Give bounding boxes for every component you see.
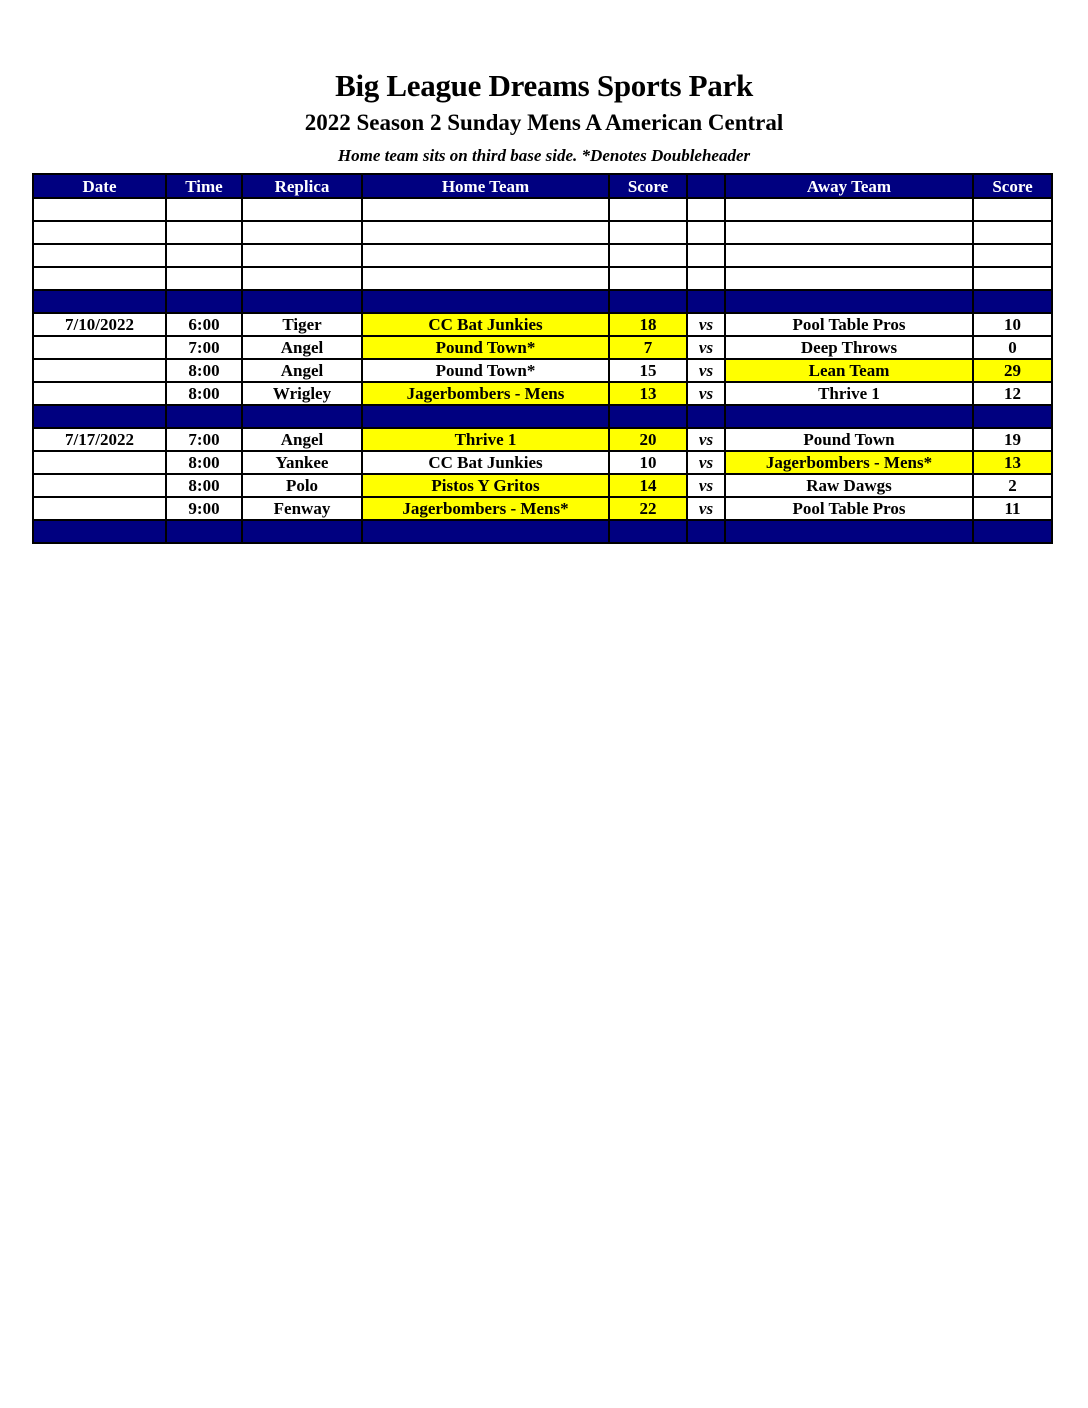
schedule-table	[32, 173, 1053, 544]
away-team: Pool Table Pros	[725, 497, 973, 520]
home-score: 15	[609, 359, 687, 382]
game-time: 6:00	[166, 313, 242, 336]
away-score: 19	[973, 428, 1052, 451]
game-replica: Angel	[242, 336, 362, 359]
home-team: Pound Town*	[362, 359, 609, 382]
empty-row	[33, 267, 1052, 290]
away-score: 2	[973, 474, 1052, 497]
vs-label: vs	[687, 497, 725, 520]
empty-row	[33, 244, 1052, 267]
separator-band	[33, 290, 1052, 313]
header-row	[33, 174, 1052, 198]
away-score: 0	[973, 336, 1052, 359]
home-score: 20	[609, 428, 687, 451]
game-date	[33, 382, 166, 405]
vs-label: vs	[687, 428, 725, 451]
away-team: Lean Team	[725, 359, 973, 382]
col-time: Time	[166, 174, 242, 198]
game-replica: Wrigley	[242, 382, 362, 405]
away-team: Thrive 1	[725, 382, 973, 405]
vs-label: vs	[687, 382, 725, 405]
game-row	[33, 313, 1052, 336]
vs-label: vs	[687, 359, 725, 382]
col-date: Date	[33, 174, 166, 198]
game-replica: Fenway	[242, 497, 362, 520]
home-team: Pound Town*	[362, 336, 609, 359]
home-team: Pistos Y Gritos	[362, 474, 609, 497]
home-score: 14	[609, 474, 687, 497]
col-away-score: Score	[973, 174, 1052, 198]
col-vs	[687, 174, 725, 198]
game-date	[33, 497, 166, 520]
away-team: Jagerbombers - Mens*	[725, 451, 973, 474]
home-score: 22	[609, 497, 687, 520]
home-score: 10	[609, 451, 687, 474]
game-date	[33, 336, 166, 359]
game-row	[33, 336, 1052, 359]
col-home-score: Score	[609, 174, 687, 198]
game-time: 7:00	[166, 336, 242, 359]
away-team: Pound Town	[725, 428, 973, 451]
game-time: 9:00	[166, 497, 242, 520]
away-team: Pool Table Pros	[725, 313, 973, 336]
game-time: 8:00	[166, 359, 242, 382]
game-replica: Tiger	[242, 313, 362, 336]
page-title: Big League Dreams Sports Park	[335, 68, 753, 103]
game-replica: Angel	[242, 359, 362, 382]
game-time: 8:00	[166, 474, 242, 497]
home-score: 18	[609, 313, 687, 336]
home-team: CC Bat Junkies	[362, 451, 609, 474]
home-team: Jagerbombers - Mens	[362, 382, 609, 405]
vs-label: vs	[687, 474, 725, 497]
vs-label: vs	[687, 313, 725, 336]
away-score: 13	[973, 451, 1052, 474]
separator-band	[33, 405, 1052, 428]
schedule-note: Home team sits on third base side. *Denotes Doubleheader	[337, 146, 751, 165]
game-replica: Angel	[242, 428, 362, 451]
game-date: 7/10/2022	[33, 313, 166, 336]
home-team: Jagerbombers - Mens*	[362, 497, 609, 520]
vs-label: vs	[687, 451, 725, 474]
game-row	[33, 428, 1052, 451]
schedule-body	[33, 198, 1052, 543]
game-date	[33, 451, 166, 474]
home-team: CC Bat Junkies	[362, 313, 609, 336]
game-replica: Yankee	[242, 451, 362, 474]
empty-row	[33, 221, 1052, 244]
vs-label: vs	[687, 336, 725, 359]
away-score: 10	[973, 313, 1052, 336]
game-row	[33, 451, 1052, 474]
home-score: 7	[609, 336, 687, 359]
away-score: 11	[973, 497, 1052, 520]
game-time: 8:00	[166, 451, 242, 474]
game-replica: Polo	[242, 474, 362, 497]
game-time: 7:00	[166, 428, 242, 451]
game-row	[33, 382, 1052, 405]
away-score: 29	[973, 359, 1052, 382]
game-date: 7/17/2022	[33, 428, 166, 451]
game-time: 8:00	[166, 382, 242, 405]
empty-row	[33, 198, 1052, 221]
col-home-team: Home Team	[362, 174, 609, 198]
game-date	[33, 359, 166, 382]
col-away-team: Away Team	[725, 174, 973, 198]
away-score: 12	[973, 382, 1052, 405]
home-score: 13	[609, 382, 687, 405]
away-team: Raw Dawgs	[725, 474, 973, 497]
page-subtitle: 2022 Season 2 Sunday Mens A American Central	[304, 110, 784, 135]
home-team: Thrive 1	[362, 428, 609, 451]
game-row	[33, 474, 1052, 497]
game-row	[33, 359, 1052, 382]
game-date	[33, 474, 166, 497]
separator-band	[33, 520, 1052, 543]
away-team: Deep Throws	[725, 336, 973, 359]
game-row	[33, 497, 1052, 520]
col-replica: Replica	[242, 174, 362, 198]
